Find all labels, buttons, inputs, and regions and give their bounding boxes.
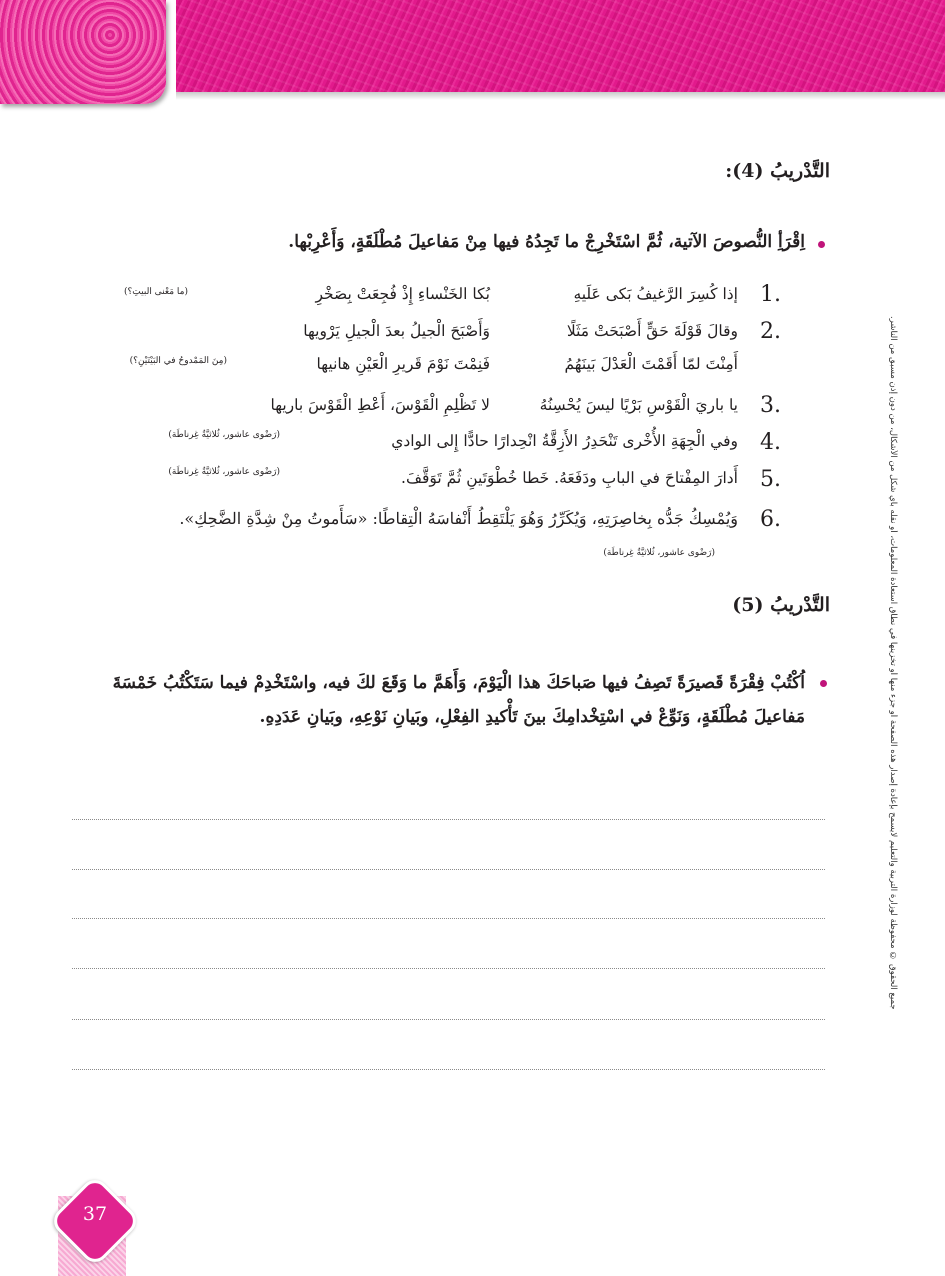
answer-line-5[interactable] (72, 1019, 825, 1020)
item-number: 2. (760, 319, 781, 344)
item-source: (رَضْوى عاشور، ثُلاثيَّةُ غِرناطَة) (168, 430, 280, 440)
answer-line-4[interactable] (72, 968, 825, 969)
item-number: 3. (760, 393, 781, 418)
answer-line-6[interactable] (72, 1069, 825, 1070)
item-number: 6. (760, 507, 781, 532)
bullet-icon (818, 241, 825, 248)
verse-first-half: إذا كُسِرَ الرَّغيفُ بَكى عَلَيهِ (573, 285, 738, 303)
exercise4-title: التَّدْريبُ (4): (725, 160, 830, 182)
item-note: (ما مَعْنى البيتِ؟) (124, 287, 188, 297)
item-number: 4. (760, 430, 781, 455)
item-text: أَدارَ المِفْتاحَ في البابِ ودَفَعَهُ. خَطا خُطْوَتَينِ ثُمَّ تَوَقَّفَ. (401, 469, 738, 487)
bullet-icon (820, 680, 827, 687)
item-number: 5. (760, 467, 781, 492)
item-number: 1. (760, 282, 781, 307)
verse-second-half: بُكا الخَنْساءِ إِذْ فُجِعَتْ بِصَخْرِ (315, 285, 490, 303)
exercise5-instruction: اُكْتُبْ فِقْرَةً قَصيرَةً تَصِفُ فيها صَباحَكَ هذا الْيَوْمَ، وَأَهَمَّ ما وَقَعَ لكَ فيه، واسْتَخْدِمْ فيما سَتَكْتُبُ خَمْسَةَ مَفاعيلَ مُطْلَقَةٍ، وَنَوِّعْ في اسْتِخْدامِكَ بينَ تَأْكيدِ الفِعْلِ، وبَيانِ نَوْعِهِ، وبَيانِ عَدَدِهِ. (112, 673, 805, 727)
item-source: (رَضْوى عاشور، ثُلاثيَّةُ غِرناطَة) (603, 548, 715, 558)
item-text: وفي الْجِهَةِ الأُخْرى تَنْحَدِرُ الأَزِقَّةُ انْحِدارًا حادًّا إِلى الوادي (391, 432, 738, 450)
verse-first-half: وقالَ قَوْلَةَ حَقٍّ أَصْبَحَتْ مَثَلًا (566, 322, 738, 340)
header-shadow (176, 92, 945, 100)
item-text: وَيُمْسِكُ جَدُّه بِخاصِرَتِهِ، وَيُكَرِّرُ وَهُوَ يَلْتَقِطُ أَنْفاسَهُ الْتِقاطًا: «سَأَموتُ مِنْ شِدَّةِ الضَّحِكِ». (179, 509, 738, 528)
answer-line-1[interactable] (72, 819, 825, 820)
answer-line-2[interactable] (72, 869, 825, 870)
verse-second-half: وَأَصْبَحَ الْجيلُ بعدَ الْجيلِ يَرْويها (303, 322, 490, 340)
answer-line-3[interactable] (72, 918, 825, 919)
page-number: 37 (82, 1203, 108, 1225)
verse-first-half: يا باريَ الْقَوْسِ بَرْيًا ليسَ يُحْسِنُهُ (539, 396, 738, 414)
item-source: (رَضْوى عاشور، ثُلاثيَّةُ غِرناطَة) (168, 467, 280, 477)
corner-pattern (0, 0, 166, 104)
copyright-note: جميع الحقوق © محفوظة لوزارة التربية والتعليم لايسمح بإعادة إصدار هذه الصفحة أو جزء منها أو تخزينها في نطاق استعادة المعلومات، أو نقله بأي شكل من الأشكال، من دون إذن مسبق من الناشر. (888, 316, 898, 1010)
verse-second-half: فَنِمْتَ نَوْمَ قَريرِ الْعَيْنِ هانيها (316, 355, 490, 373)
item-note: (مِنَ المَمْدوحُ في البَيْتَيْنِ؟) (129, 356, 227, 366)
header-band (176, 0, 945, 92)
header-corner-tile (0, 0, 176, 114)
exercise4-instruction: اِقْرَأِ النُّصوصَ الآتية، ثُمَّ اسْتَخْرِجْ ما تَجِدُهُ فيها مِنْ مَفاعيلَ مُطْلَقَةٍ، وَأَعْرِبْها. (288, 232, 805, 252)
verse-first-half: أَمِنْتَ لمّا أَقَمْتَ الْعَدْلَ بَينَهُمُ (564, 355, 738, 373)
exercise5-title: التَّدْريبُ (5) (732, 594, 830, 616)
verse-second-half: لا تَظْلِمِ الْقَوْسَ، أَعْطِ الْقَوْسَ باريها (270, 396, 490, 414)
